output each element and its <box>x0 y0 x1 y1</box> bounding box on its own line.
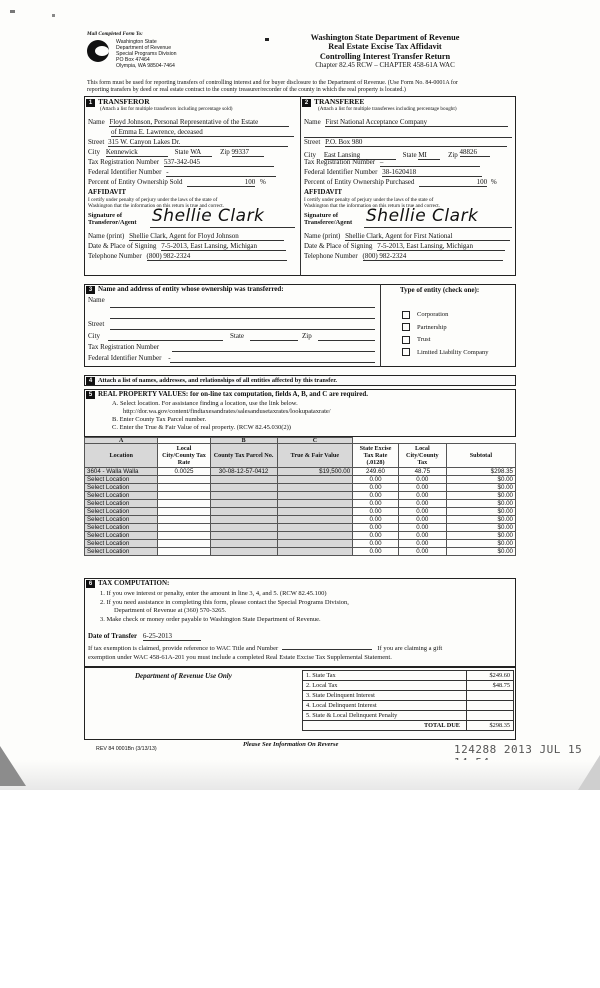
location-cell[interactable]: Select Location <box>85 516 158 524</box>
transferee-pct-field[interactable]: 100 <box>419 178 487 187</box>
parcel-cell[interactable] <box>210 508 277 516</box>
intro-text: This form must be used for reporting transfers of controlling interest and for buyer disclosure to the Department of Revenue. (Use Form No. 84-0001A for reporting transfers by deed or real estate contract to the county treasurer/recorder of the county in which the real property is located.) <box>87 80 458 93</box>
transferor-state-field[interactable]: WA <box>190 148 212 157</box>
col-location: Location <box>85 444 158 468</box>
local-rate-cell[interactable] <box>158 548 210 556</box>
parcel-cell[interactable] <box>210 532 277 540</box>
local-rate-cell[interactable] <box>158 508 210 516</box>
table-row <box>85 508 516 516</box>
location-cell[interactable]: Select Location <box>85 500 158 508</box>
value-cell[interactable] <box>277 492 353 500</box>
subtotal-cell: $298.35 <box>446 468 515 476</box>
local-tax-cell: 0.00 <box>398 492 446 500</box>
transferee-name-field[interactable]: First National Acceptance Company <box>325 118 508 127</box>
transferee-fed-field[interactable]: 38-1620418 <box>382 168 482 177</box>
local-tax-cell: 0.00 <box>398 508 446 516</box>
value-cell[interactable] <box>277 548 353 556</box>
transferee-print-field[interactable]: Shellie Clark, Agent for First National <box>345 232 510 241</box>
transferor-street-field[interactable]: 315 W. Canyon Lakes Dr. <box>108 138 288 147</box>
tax-summary-table <box>302 670 514 731</box>
total-due-value: $298.35 <box>467 721 514 731</box>
local-rate-cell[interactable] <box>158 516 210 524</box>
value-cell[interactable] <box>277 484 353 492</box>
summary-row <box>303 681 514 691</box>
location-cell[interactable]: Select Location <box>85 484 158 492</box>
subtotal-cell: $0.00 <box>446 516 515 524</box>
type-partnership[interactable]: Partnership <box>402 322 489 335</box>
subtotal-cell: $0.00 <box>446 532 515 540</box>
entity-zip-field[interactable] <box>318 340 375 341</box>
local-rate-cell[interactable] <box>158 476 210 484</box>
parcel-cell[interactable] <box>210 516 277 524</box>
subtotal-cell: $0.00 <box>446 508 515 516</box>
summary-label: 1. State Tax <box>303 671 467 681</box>
local-tax-cell: 0.00 <box>398 476 446 484</box>
state-tax-cell: 0.00 <box>353 532 399 540</box>
local-rate-cell[interactable] <box>158 484 210 492</box>
parcel-cell[interactable] <box>210 476 277 484</box>
summary-label: 4. Local Delinquent Interest <box>303 701 467 711</box>
location-cell[interactable]: Select Location <box>85 548 158 556</box>
table-row <box>85 492 516 500</box>
summary-value[interactable]: $249.60 <box>467 671 514 681</box>
state-tax-cell: 0.00 <box>353 492 399 500</box>
location-cell[interactable]: Select Location <box>85 540 158 548</box>
local-rate-cell[interactable] <box>158 524 210 532</box>
transferor-phone-field[interactable]: (800) 982-2324 <box>147 252 287 261</box>
col-value: True & Fair Value <box>277 444 353 468</box>
transferor-city-field[interactable]: Kennewick <box>106 148 168 157</box>
transferor-name-line2[interactable]: of Emma E. Lawrence, deceased <box>111 128 294 137</box>
state-tax-cell: 0.00 <box>353 508 399 516</box>
local-tax-cell: 0.00 <box>398 516 446 524</box>
location-cell[interactable]: Select Location <box>85 524 158 532</box>
value-cell[interactable] <box>277 540 353 548</box>
col-state-rate: State Excise Tax Rate (.0128) <box>353 444 399 468</box>
subtotal-cell: $0.00 <box>446 500 515 508</box>
entity-state-field[interactable] <box>250 340 298 341</box>
transferee-city-field[interactable]: East Lansing <box>324 151 396 160</box>
location-cell[interactable]: Select Location <box>85 508 158 516</box>
section4-header: 4 Attach a list of names, addresses, and relationships of all entities affected by this transfer. <box>84 375 516 386</box>
state-tax-cell: 0.00 <box>353 484 399 492</box>
transferor-title: 1 TRANSFEROR <box>86 97 150 107</box>
header-title: Washington State Department of Revenue <box>310 33 460 42</box>
tax-rate-link[interactable]: http://dor.wa.gov/content/findtaxesandrates/salesandusetaxrates/lookupataxrate/ <box>123 408 331 415</box>
local-tax-cell: 0.00 <box>398 500 446 508</box>
type-corporation[interactable]: Corporation <box>402 309 489 322</box>
value-cell[interactable]: $19,500.00 <box>277 468 353 476</box>
parcel-cell[interactable] <box>210 492 277 500</box>
parcel-cell[interactable] <box>210 548 277 556</box>
transferor-date-field[interactable]: 7-5-2013, East Lansing, Michigan <box>161 242 286 251</box>
table-row <box>85 484 516 492</box>
value-cell[interactable] <box>277 508 353 516</box>
transferee-signature: Shellie Clark <box>366 206 479 226</box>
state-tax-cell: 0.00 <box>353 524 399 532</box>
col-subtotal: Subtotal <box>446 444 515 468</box>
table-row <box>85 500 516 508</box>
table-row <box>85 476 516 484</box>
table-row <box>85 524 516 532</box>
wac-reference-field[interactable] <box>282 649 372 650</box>
property-values-table: A B C Location Local City/County Tax Rate County Tax Parcel No. True & Fair Value State Excise Tax Rate (.0128) Local City/County Tax Subtotal 3604 - Walla Walla 0.0025 30-08-12-57-0412 $19,500.00 249.60 48.75 $298.35 Select Location 0.00 0.00 $0.00 Select Location 0.00 0.00 $0.00 Select Location 0.00 0.00 $0.00 Select Location 0.00 0.00 $0.00 Select Location 0.00 0.00 $0.00 Select Location 0.00 0.00 $0.00 Select Location 0.00 0.00 $0.00 Select Location 0.00 0.00 $0.00 Select Location 0.00 0.00 $0.00 Select Location 0.00 0.00 $0.00 <box>84 437 516 556</box>
value-cell[interactable] <box>277 524 353 532</box>
form-header: Washington State Department of Revenue Real Estate Excise Tax Affidavit Controlling Interest Transfer Return Chapter 82.45 RCW – CHAPTER 458-61A WAC <box>270 33 500 71</box>
scan-mark <box>10 10 15 13</box>
transferor-taxreg-field[interactable]: 537-342-045 <box>164 158 274 167</box>
subtotal-cell: $0.00 <box>446 540 515 548</box>
table-row <box>85 516 516 524</box>
summary-value[interactable]: $48.75 <box>467 681 514 691</box>
transferor-pct-field[interactable]: 100 <box>187 178 255 187</box>
mail-address: Washington State Department of Revenue Special Programs Division PO Box 47464 Olympia, WA 98504-7464 <box>116 39 177 69</box>
value-cell[interactable] <box>277 500 353 508</box>
subtotal-cell: $0.00 <box>446 476 515 484</box>
mail-label: Mail Completed Form To: <box>87 31 143 37</box>
entity-fed-field[interactable] <box>170 362 375 363</box>
summary-row <box>303 691 514 701</box>
transferor-signature: Shellie Clark <box>152 206 265 226</box>
state-tax-cell: 0.00 <box>353 516 399 524</box>
local-tax-cell: 0.00 <box>398 540 446 548</box>
transferor-print-field[interactable]: Shellie Clark, Agent for Floyd Johnson <box>129 232 284 241</box>
summary-label: 3. State Delinquent Interest <box>303 691 467 701</box>
state-tax-cell: 249.60 <box>353 468 399 476</box>
table-row <box>85 548 516 556</box>
entity-taxreg-field[interactable] <box>172 351 375 352</box>
trust-checkbox[interactable] <box>402 336 410 344</box>
summary-value[interactable] <box>467 701 514 711</box>
parcel-cell[interactable] <box>210 484 277 492</box>
subtotal-cell: $0.00 <box>446 492 515 500</box>
form-revision: REV 84 0001Bn (3/13/13) <box>96 746 157 752</box>
value-cell[interactable] <box>277 532 353 540</box>
local-rate-cell[interactable] <box>158 540 210 548</box>
local-tax-cell: 0.00 <box>398 548 446 556</box>
document-page: Mail Completed Form To: Washington State Department of Revenue Special Programs Division PO Box 47464 Olympia, WA 98504-7464 Washington State Department of Revenue Real Estate Excise Tax Affidavit Controlling Interest Transfer Return Chapter 82.45 RCW – CHAPTER 458-61A WAC This form must be used for reporting transfers of controlling interest and for buyer disclosure to the Department of Revenue. (Use Form No. 84-0001A for reporting transfers by deed or real estate contract to the county treasurer/recorder of the county in which the real property is located.) 1 TRANSFEROR (Attach a list for multiple transferors including percentage sold) Name Floyd Johnson, Personal Representative of the Estate of Emma E. Lawrence, deceased Street 315 W. Canyon Lakes Dr. City Kennewick State WA Zip 99337 Tax Registration Number 537-342-045 Federal Identifier Number - Percent of Entity Ownership Sold 100 % AFFIDAVIT I certify under penalty of perjury under the laws of the state of Washington that the information on this return is true and correct. Signature of Transferor/Agent Shellie Clark Name (print) Shellie Clark, Agent for Floyd Johnson Date & Place of Signing 7-5-2013, East Lansing, Michigan Telephone Number (800) 982-2324 2 TRANSFEREE (Attach a list for multiple transferees including percentage bought) Name First National Acceptance Company Street P.O. Box 980 City East Lansing State MI Zip 48826 Tax Registration Number – Federal Identifier Number 38-1620418 Percent of Entity Ownership Purchased 100 % AFFIDAVIT I certify under penalty of perjury under the laws of the state of Washington that the information on this return is true and correct. Signature of Transferee/Agent Shellie Clark Name (print) Shellie Clark, Agent for First National Date & Place of Signing 7-5-2013, East Lansing, Michigan Telephone Number (800) 982-2324 3 Name and address of entity whose ownership was transferred: Name Street City State Zip Tax Registration Number Federal Identifier Number - Type of entity (check one): Corporation Partnership Trust Limited Liability Company 4 Attach a list of names, addresses, and relationships of all entities affected by this transfer. 5 REAL PROPERTY VALUES: for on-line tax computation, fields A, B, and C are required. A. Select location. For assistance finding a location, use the link below. http://dor.wa.gov/content/findtaxesandrates/salesandusetaxrates/lookupataxrate/ B. Enter County Tax Parcel number. C. Enter the True & Fair Value of real property. (RCW 82.45.030(2)) A B C Location Local City/County Tax Rate County Tax Parcel No. True & Fair Value State Excise Tax Rate (.0128) Local City/County Tax Subtotal 3604 - Walla Walla 0.0025 30-08-12-57-0412 $19,500.00 249.60 48.75 $298.35 Select Location 0.00 0.00 $0.00 Select Location 0.00 0.00 $0.00 Select Location 0.00 0.00 $0.00 Select Location 0.00 0.00 $0.00 Select Location 0.00 0.00 $0.00 Select Location 0.00 0.00 $0.00 Select Location 0.00 0.00 $0.00 Select Location 0.00 0.00 $0.00 Select Location 0.00 0.00 $0.00 Select Location 0.00 0.00 $0.00 6 TAX COMPUTATION: 1. If you owe interest or penalty, enter the amount in line 3, 4, and 5. (RCW 82.45.100) 2. If you need assistance in completing this form, please contact the Special Programs Division, Department of Revenue at (360) 570-3265. 3. Make check or money order payable to Washington State Department of Revenue. Date of Transfer 6-25-2013 If tax exemption is claimed, provide reference to WAC Title and Number If you are claiming a gift exemption under WAC 458-61A-201 you must include a completed Real Estate Excise Tax Supplemental Statement. Department of Revenue Use Only 1. State Tax $249.60 2. Local Tax $48.75 3. State Delinquent Interest 4. Local Delinquent Interest 5. State & Local Delinquent Penalty TOTAL DUE $298.35 REV 84 0001Bn (3/13/13) Please See Information On Reverse 124288 2013 JUL 15 <box>0 0 600 790</box>
location-cell[interactable]: Select Location <box>85 532 158 540</box>
entity-type-options <box>402 309 489 359</box>
transferor-zip-field[interactable]: 99337 <box>232 148 264 157</box>
col-parcel: County Tax Parcel No. <box>210 444 277 468</box>
local-rate-cell[interactable] <box>158 500 210 508</box>
table-row <box>85 540 516 548</box>
transferor-name-row: Name Floyd Johnson, Personal Representative of the Estate <box>88 118 289 127</box>
local-tax-cell: 48.75 <box>398 468 446 476</box>
subtotal-cell: $0.00 <box>446 524 515 532</box>
transferee-zip-field[interactable]: 48826 <box>460 148 490 157</box>
local-rate-cell[interactable] <box>158 532 210 540</box>
entity-city-field[interactable] <box>108 340 223 341</box>
col-local-tax: Local City/County Tax <box>398 444 446 468</box>
type-trust[interactable]: Trust <box>402 334 489 347</box>
col-local-rate: Local City/County Tax Rate <box>158 444 210 468</box>
corporation-checkbox[interactable] <box>402 311 410 319</box>
parcel-cell[interactable]: 30-08-12-57-0412 <box>210 468 277 476</box>
parcel-cell[interactable] <box>210 540 277 548</box>
location-cell[interactable]: 3604 - Walla Walla <box>85 468 158 476</box>
state-tax-cell: 0.00 <box>353 548 399 556</box>
transferor-city-row: City Kennewick State WA Zip 99337 <box>88 148 264 157</box>
transferee-date-field[interactable]: 7-5-2013, East Lansing, Michigan <box>377 242 505 251</box>
transferee-title: 2 TRANSFEREE <box>302 97 364 107</box>
local-rate-cell[interactable]: 0.0025 <box>158 468 210 476</box>
state-tax-cell: 0.00 <box>353 540 399 548</box>
summary-row <box>303 711 514 721</box>
subtotal-cell: $0.00 <box>446 548 515 556</box>
transferor-fed-field[interactable]: - <box>166 168 276 177</box>
state-tax-cell: 0.00 <box>353 476 399 484</box>
received-stamp: 124288 2013 JUL 15 <box>454 743 583 756</box>
summary-row <box>303 701 514 711</box>
dor-use-label: Department of Revenue Use Only <box>135 672 232 680</box>
value-cell[interactable] <box>277 516 353 524</box>
transferee-street-field[interactable]: P.O. Box 980 <box>325 138 507 147</box>
entity-name-field[interactable] <box>110 307 375 308</box>
transferee-taxreg-field[interactable]: – <box>380 158 480 167</box>
transferee-state-field[interactable]: MI <box>418 151 440 160</box>
location-cell[interactable]: Select Location <box>85 476 158 484</box>
summary-row <box>303 671 514 681</box>
summary-value[interactable] <box>467 691 514 701</box>
local-rate-cell[interactable] <box>158 492 210 500</box>
parcel-cell[interactable] <box>210 524 277 532</box>
total-due-row: TOTAL DUE $298.35 <box>303 721 514 731</box>
parcel-cell[interactable] <box>210 500 277 508</box>
transferor-name-field[interactable]: Floyd Johnson, Personal Representative of the Estate <box>109 118 289 127</box>
location-cell[interactable]: Select Location <box>85 492 158 500</box>
local-tax-cell: 0.00 <box>398 524 446 532</box>
summary-label: 2. Local Tax <box>303 681 467 691</box>
see-reverse-note: Please See Information On Reverse <box>243 741 339 748</box>
llc-checkbox[interactable] <box>402 348 410 356</box>
local-tax-cell: 0.00 <box>398 532 446 540</box>
transferee-phone-field[interactable]: (800) 982-2324 <box>363 252 503 261</box>
transfer-date-field[interactable]: 6-25-2013 <box>143 632 201 641</box>
state-tax-cell: 0.00 <box>353 500 399 508</box>
entity-street-field[interactable] <box>110 329 375 330</box>
summary-label: 5. State & Local Delinquent Penalty <box>303 711 467 721</box>
transferor-street-row: Street 315 W. Canyon Lakes Dr. <box>88 138 288 147</box>
value-cell[interactable] <box>277 476 353 484</box>
table-row <box>85 532 516 540</box>
table-row <box>85 468 516 476</box>
partnership-checkbox[interactable] <box>402 323 410 331</box>
type-llc[interactable]: Limited Liability Company <box>402 347 489 360</box>
subtotal-cell: $0.00 <box>446 484 515 492</box>
summary-value[interactable] <box>467 711 514 721</box>
local-tax-cell: 0.00 <box>398 484 446 492</box>
